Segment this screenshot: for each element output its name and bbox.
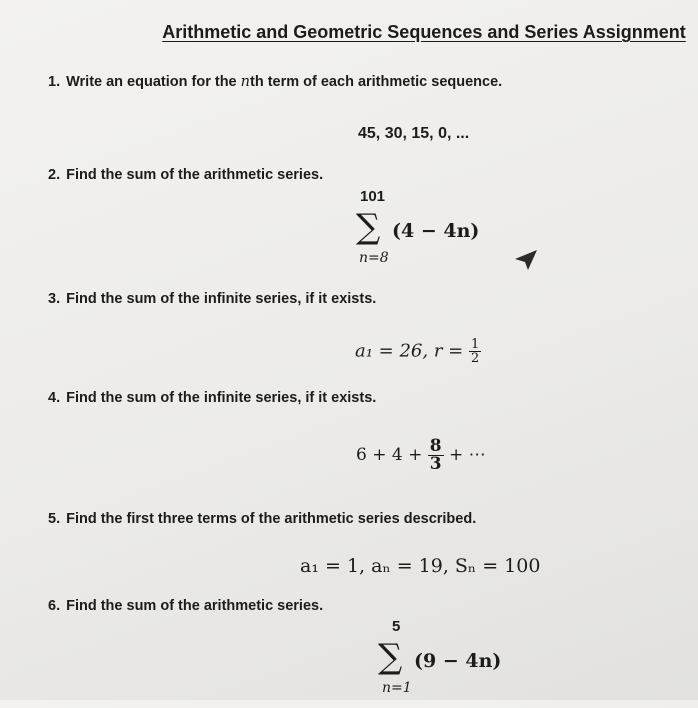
question-2 <box>48 167 323 183</box>
question-number: 3. <box>48 291 61 307</box>
fraction-denominator: 2 <box>470 351 480 366</box>
sigma-lower-limit: n=1 <box>382 680 412 696</box>
q5-expression: a₁ = 1, aₙ = 19, Sₙ = 100 <box>300 555 541 577</box>
page-title: Arithmetic and Geometric Sequences and Series Assignment <box>162 22 686 42</box>
sigma-body: (4 − 4n) <box>392 220 480 242</box>
question-text-n: n <box>240 74 250 90</box>
sigma-lower-limit: n=8 <box>359 250 389 266</box>
q2-summation <box>356 188 516 278</box>
q4-lead: 6 + 4 + <box>356 445 428 465</box>
cursor-arrow-icon <box>513 248 539 272</box>
sigma-upper-limit: 101 <box>360 188 386 205</box>
question-number: 1. <box>48 74 61 90</box>
question-1 <box>48 74 502 90</box>
q3-given: a₁ = 26, r = <box>355 340 469 362</box>
fraction-numerator: 1 <box>470 337 480 352</box>
question-text-pre: Write an equation for the <box>66 74 241 90</box>
q6-summation <box>378 618 538 708</box>
question-text: Find the sum of the arithmetic series. <box>66 167 324 183</box>
question-4 <box>48 390 376 406</box>
fraction-numerator: 8 <box>429 436 442 456</box>
fraction-denominator: 3 <box>429 454 442 474</box>
q4-tail: + ⋯ <box>443 445 486 465</box>
question-5 <box>48 511 476 527</box>
q3-expression <box>355 338 481 365</box>
sigma-body: (9 − 4n) <box>414 650 502 672</box>
question-text: Find the sum of the arithmetic series. <box>66 598 324 614</box>
q3-fraction <box>469 338 481 365</box>
q4-expression <box>356 438 486 473</box>
question-text: Find the sum of the infinite series, if it exists. <box>66 390 377 406</box>
q1-sequence: 45, 30, 15, 0, ... <box>358 125 470 142</box>
sigma-icon: ∑ <box>356 207 381 247</box>
question-number: 4. <box>48 390 61 406</box>
question-text-post: th term of each arithmetic sequence. <box>249 74 503 90</box>
question-number: 6. <box>48 598 61 614</box>
sigma-icon: ∑ <box>378 637 403 677</box>
question-3 <box>48 291 376 307</box>
question-number: 5. <box>48 511 61 527</box>
question-6 <box>48 598 323 614</box>
sigma-upper-limit: 5 <box>392 618 401 635</box>
q4-fraction <box>428 438 444 473</box>
question-text: Find the sum of the infinite series, if it exists. <box>66 291 377 307</box>
question-text: Find the first three terms of the arithmetic series described. <box>66 511 477 527</box>
question-number: 2. <box>48 167 61 183</box>
